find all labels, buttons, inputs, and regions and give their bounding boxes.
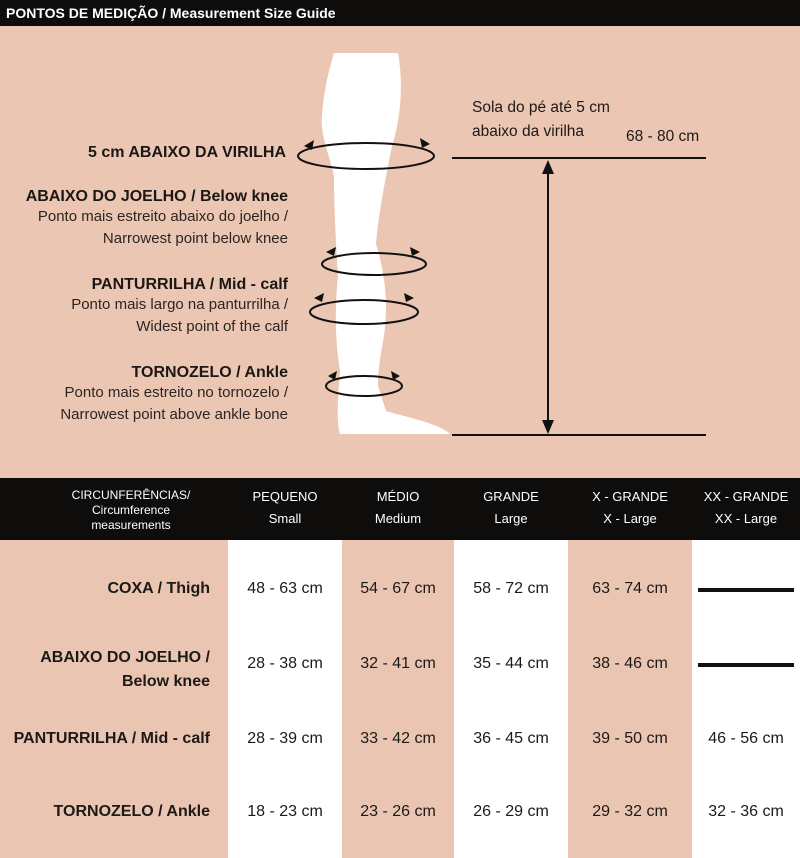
ankle-medium: 23 - 26 cm bbox=[360, 803, 436, 820]
row-below-knee-label bbox=[40, 646, 210, 694]
point-thigh bbox=[88, 144, 286, 162]
size-table-header bbox=[0, 478, 800, 540]
row-ankle-label: TORNOZELO / Ankle bbox=[53, 803, 210, 820]
row-thigh-label: COXA / Thigh bbox=[107, 580, 210, 597]
length-label-line1: Sola do pé até 5 cm bbox=[472, 99, 610, 116]
measurement-illustration bbox=[0, 26, 800, 478]
point-calf bbox=[71, 276, 288, 338]
thigh-medium: 54 - 67 cm bbox=[360, 580, 436, 597]
calf-large: 36 - 45 cm bbox=[473, 730, 549, 747]
length-arrow-bottom bbox=[542, 420, 554, 434]
point-below-knee bbox=[26, 188, 288, 250]
point-ankle bbox=[60, 364, 288, 426]
header-size-large-pt: GRANDE bbox=[483, 489, 539, 504]
header-circumference-line1: CIRCUNFERÊNCIAS/ bbox=[71, 488, 191, 502]
thigh-small: 48 - 63 cm bbox=[247, 580, 323, 597]
header-size-xlarge-pt: X - GRANDE bbox=[592, 489, 668, 504]
calf-xlarge: 39 - 50 cm bbox=[592, 730, 668, 747]
calf-xxlarge: 46 - 56 cm bbox=[708, 730, 784, 747]
header-size-xlarge bbox=[568, 486, 692, 530]
ankle-xlarge: 29 - 32 cm bbox=[592, 803, 668, 820]
header-size-large bbox=[454, 486, 568, 530]
point-below-knee-note-pt: Ponto mais estreito abaixo do joelho / bbox=[37, 208, 288, 225]
header-circumference-line3: measurements bbox=[91, 518, 171, 532]
ankle-xxlarge: 32 - 36 cm bbox=[708, 803, 784, 820]
thigh-large: 58 - 72 cm bbox=[473, 580, 549, 597]
row-below-knee-label-en: Below knee bbox=[121, 673, 210, 690]
point-below-knee-label: ABAIXO DO JOELHO / Below knee bbox=[25, 188, 288, 205]
header-circumference-line2: Circumference bbox=[91, 503, 171, 517]
below-knee-xxlarge-unavailable bbox=[698, 663, 794, 667]
below-knee-small: 28 - 38 cm bbox=[247, 655, 323, 672]
header-size-xxlarge-pt: XX - GRANDE bbox=[703, 489, 789, 504]
calf-small: 28 - 39 cm bbox=[247, 730, 323, 747]
below-knee-medium: 32 - 41 cm bbox=[360, 655, 436, 672]
below-knee-large: 35 - 44 cm bbox=[473, 655, 549, 672]
header-size-xxlarge-en: XX - Large bbox=[714, 511, 778, 526]
length-arrow-top bbox=[542, 160, 554, 174]
point-ankle-label: TORNOZELO / Ankle bbox=[131, 364, 288, 381]
row-below-knee-label-pt: ABAIXO DO JOELHO / bbox=[40, 649, 210, 666]
point-calf-label: PANTURRILHA / Mid - calf bbox=[91, 276, 288, 293]
header-size-small-pt: PEQUENO bbox=[252, 489, 318, 504]
header-circumference bbox=[46, 488, 216, 533]
point-ankle-note-en: Narrowest point above ankle bone bbox=[60, 406, 288, 423]
guide-title-bar bbox=[0, 0, 800, 26]
header-size-small-en: Small bbox=[268, 511, 302, 526]
header-size-xlarge-en: X - Large bbox=[603, 511, 657, 526]
header-size-medium-pt: MÉDIO bbox=[376, 489, 420, 504]
length-label bbox=[472, 96, 610, 144]
header-size-medium bbox=[342, 486, 454, 530]
length-range: 68 - 80 cm bbox=[626, 128, 700, 145]
title-portuguese: PONTOS DE MEDIÇÃO bbox=[6, 5, 159, 21]
length-label-line2: abaixo da virilha bbox=[472, 123, 585, 140]
header-size-small bbox=[228, 486, 342, 530]
header-size-large-en: Large bbox=[494, 511, 528, 526]
point-ankle-note-pt: Ponto mais estreito no tornozelo / bbox=[64, 384, 288, 401]
size-table-body bbox=[0, 540, 800, 858]
point-calf-note-en: Widest point of the calf bbox=[136, 318, 288, 335]
calf-medium: 33 - 42 cm bbox=[360, 730, 436, 747]
point-calf-note-pt: Ponto mais largo na panturrilha / bbox=[71, 296, 288, 313]
point-below-knee-note-en: Narrowest point below knee bbox=[102, 230, 288, 247]
thigh-xlarge: 63 - 74 cm bbox=[592, 580, 668, 597]
ankle-small: 18 - 23 cm bbox=[247, 803, 323, 820]
thigh-xxlarge-unavailable bbox=[698, 588, 794, 592]
row-calf-label: PANTURRILHA / Mid - calf bbox=[13, 730, 210, 747]
point-thigh-label: 5 cm ABAIXO DA VIRILHA bbox=[88, 144, 286, 161]
title-english: / Measurement Size Guide bbox=[162, 5, 336, 21]
below-knee-xlarge: 38 - 46 cm bbox=[592, 655, 668, 672]
header-size-xxlarge bbox=[692, 486, 800, 530]
header-size-medium-en: Medium bbox=[374, 511, 422, 526]
ankle-large: 26 - 29 cm bbox=[473, 803, 549, 820]
